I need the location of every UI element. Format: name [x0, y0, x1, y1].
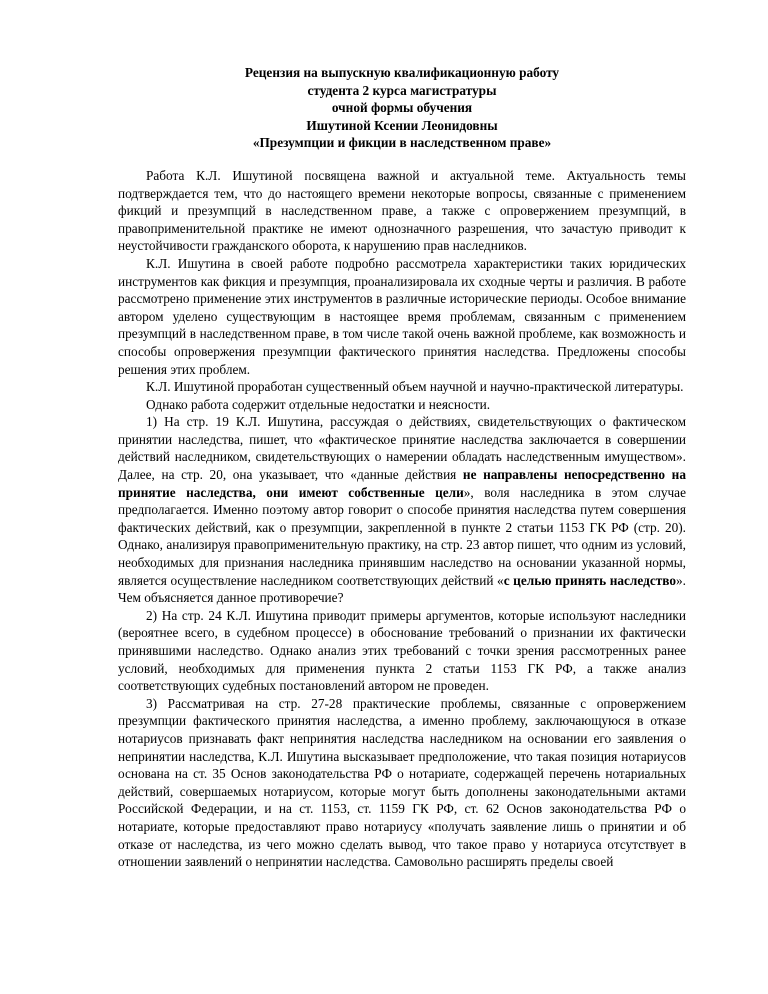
document-page [118, 64, 686, 871]
remark-1-bold-quote-1: не направлены непосредственно на принятие наследства, они имеют собственные цели [118, 467, 686, 500]
title-line-1: Рецензия на выпускную квалификационную работу [244, 65, 560, 80]
paragraph-literature: К.Л. Ишутиной проработан существенный объем научной и научно-практической литературы. [146, 379, 684, 395]
paragraph-relevance: Работа К.Л. Ишутиной посвящена важной и актуальной теме. Актуальность темы подтверждается тем, что до настоящего времени некоторые вопросы, связанные с применением фикций и презумпций в наследственном праве, а также с опровержением презумпций, в правоприменительной практике не имеют однозначного разрешения, что зачастую приводит к неустойчивости гражданского оборота, к нарушению прав наследников. [118, 167, 686, 254]
remark-1-text-a: 1) На стр. 19 К.Л. Ишутина, рассуждая о действиях, свидетельствующих о фактическом принятии наследства, пишет, что «фактическое принятие наследства заключается в совершении действий наследником, свидетельствующих о намерении обладать наследственным имуществом». Далее, на стр. 20, она указывает, что «данные действия [118, 414, 686, 483]
paragraph-remark-1 [118, 413, 686, 607]
title-line-3: очной формы обучения [331, 100, 473, 116]
remark-1-text-c: ». Чем объясняется данное противоречие? [118, 572, 686, 606]
title-line-5: «Презумпции и фикции в наследственном праве» [252, 135, 552, 151]
paragraph-shortcomings-intro: Однако работа содержит отдельные недостатки и неясности. [146, 396, 491, 412]
paragraph-remark-3: 3) Рассматривая на стр. 27-28 практические проблемы, связанные с опровержением презумпции фактического принятия наследства, а именно проблему, заключающуюся в отказе нотариусов признавать факт непринятия наследства наследником на основании его заявления о непринятии наследства, К.Л. Ишутина высказывает предположение, что такая позиция нотариусов основана на ст. 35 Основ законодательства РФ о нотариате, содержащей перечень нотариальных действий, совершаемых нотариусом, которые могут быть дополнены законодательными актами Российской Федерации, и на ст. 1153, ст. 1159 ГК РФ, ст. 62 Основ законодательства РФ о нотариате, которые предоставляют право нотариусу «получать заявление лишь о принятии и об отказе от наследства, из чего можно сделать вывод, что такое право у нотариуса отсутствует в отношении заявлений о непринятии наследства. Самовольно расширять пределы своей [118, 695, 686, 870]
title-line-2: студента 2 курса магистратуры [307, 82, 497, 98]
document-title [118, 64, 686, 152]
title-line-4: Ишутиной Ксении Леонидовны [306, 117, 498, 133]
remark-1-text-b: », воля наследника в этом случае предполагается. Именно поэтому автор говорит о способе принятия наследства путем совершения фактических действий, как о презумпции, закрепленной в пункте 2 статьи 1153 ГК РФ (стр. 20). Однако, анализируя правоприменительную практику, на стр. 23 автор пишет, что одним из условий, необходимых для признания наследника принявшим наследство на основании указанной нормы, является осуществление наследником соответствующих действий « [118, 484, 686, 588]
remark-1-bold-quote-2: с целью принять наследство [503, 572, 677, 588]
paragraph-content: К.Л. Ишутина в своей работе подробно рассмотрела характеристики таких юридических инструментов как фикция и презумпция, проанализировала их сходные черты и различия. В работе рассмотрено применение этих инструментов в различные исторические периоды. Особое внимание автором уделено существующим в настоящее время проблемам, связанным с применением презумпций в наследственном праве, в том числе такой очень важной проблеме, как возможность и способы опровержения презумпции фактического принятия наследства. Предложены способы решения этих проблем. [118, 255, 686, 377]
paragraph-remark-2: 2) На стр. 24 К.Л. Ишутина приводит примеры аргументов, которые используют наследники (вероятнее всего, в судебном процессе) в обоснование требований о признании их фактически принявшими наследство. Однако анализ этих требований с точки зрения рассмотренных ранее условий, необходимых для применения пункта 2 статьи 1153 ГК РФ, а также анализ соответствующих судебных постановлений автором не проведен. [118, 607, 686, 694]
